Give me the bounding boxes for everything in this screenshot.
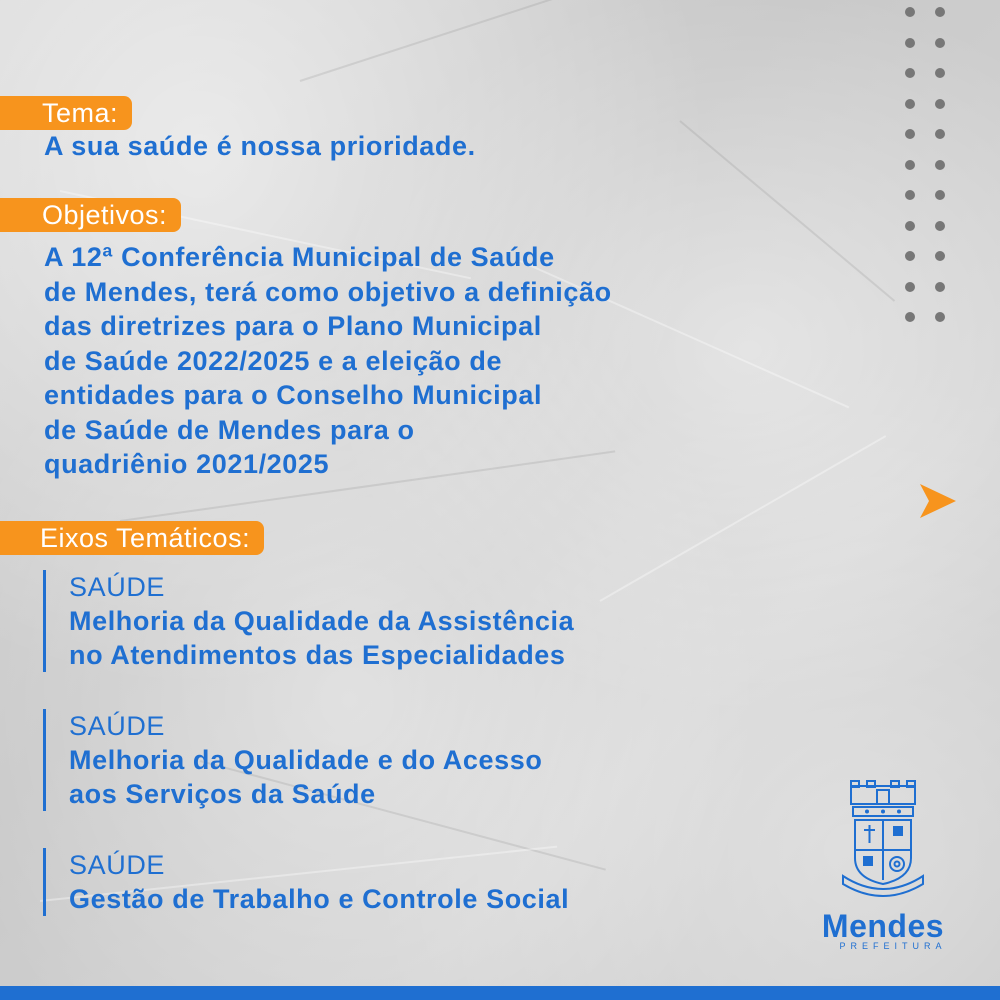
eixo-item-1 xyxy=(43,570,574,672)
decor-dot xyxy=(905,190,915,200)
eixo-head: SAÚDE xyxy=(69,711,166,741)
decor-dot xyxy=(905,221,915,231)
coat-of-arms-icon xyxy=(837,780,929,900)
eixo-head: SAÚDE xyxy=(69,850,166,880)
tema-label: Tema: xyxy=(0,96,132,130)
objetivos-line: A 12ª Conferência Municipal de Saúde xyxy=(44,242,555,272)
orange-arrow-icon xyxy=(918,482,958,520)
decor-dot xyxy=(935,251,945,261)
decor-dot xyxy=(905,7,915,17)
decor-dot xyxy=(935,7,945,17)
decor-dot xyxy=(905,68,915,78)
logo-name: Mendes xyxy=(821,908,945,944)
objetivos-label: Objetivos: xyxy=(0,198,181,232)
eixo-line: Melhoria da Qualidade e do Acesso xyxy=(69,745,543,775)
eixo-head: SAÚDE xyxy=(69,572,166,602)
decor-dot xyxy=(905,282,915,292)
objetivos-line: de Mendes, terá como objetivo a definição xyxy=(44,276,612,307)
decor-dot xyxy=(905,99,915,109)
decor-dot xyxy=(905,160,915,170)
logo-subtitle: PREFEITURA xyxy=(839,941,947,951)
objetivos-line: das diretrizes para o Plano Municipal xyxy=(44,311,542,341)
decor-dot xyxy=(935,190,945,200)
eixos-label: Eixos Temáticos: xyxy=(0,521,264,555)
decor-dot xyxy=(905,251,915,261)
objetivos-line: de Saúde de Mendes para o xyxy=(44,414,415,445)
objetivos-line: de Saúde 2022/2025 e a eleição de xyxy=(44,345,503,376)
decor-dot xyxy=(935,312,945,322)
prefeitura-logo xyxy=(808,780,958,951)
decor-dot xyxy=(935,129,945,139)
eixo-item-3 xyxy=(43,848,569,916)
decor-dot xyxy=(905,312,915,322)
decor-dot xyxy=(935,38,945,48)
eixo-line: no Atendimentos das Especialidades xyxy=(69,640,566,670)
eixo-item-2 xyxy=(43,709,542,811)
decor-dot xyxy=(935,221,945,231)
decor-dot xyxy=(935,99,945,109)
decor-dot xyxy=(905,38,915,48)
objetivos-text xyxy=(44,240,612,482)
eixo-line: aos Serviços da Saúde xyxy=(69,779,376,809)
decor-dot xyxy=(935,282,945,292)
decor-dot xyxy=(935,160,945,170)
decor-dot xyxy=(905,129,915,139)
bottom-bar xyxy=(0,986,1000,1000)
objetivos-line: quadriênio 2021/2025 xyxy=(44,449,330,479)
decor-dot xyxy=(935,68,945,78)
eixo-line: Melhoria da Qualidade da Assistência xyxy=(69,606,575,636)
tema-text: A sua saúde é nossa prioridade. xyxy=(44,131,476,161)
objetivos-line: entidades para o Conselho Municipal xyxy=(44,380,543,410)
eixo-line: Gestão de Trabalho e Controle Social xyxy=(69,884,570,914)
